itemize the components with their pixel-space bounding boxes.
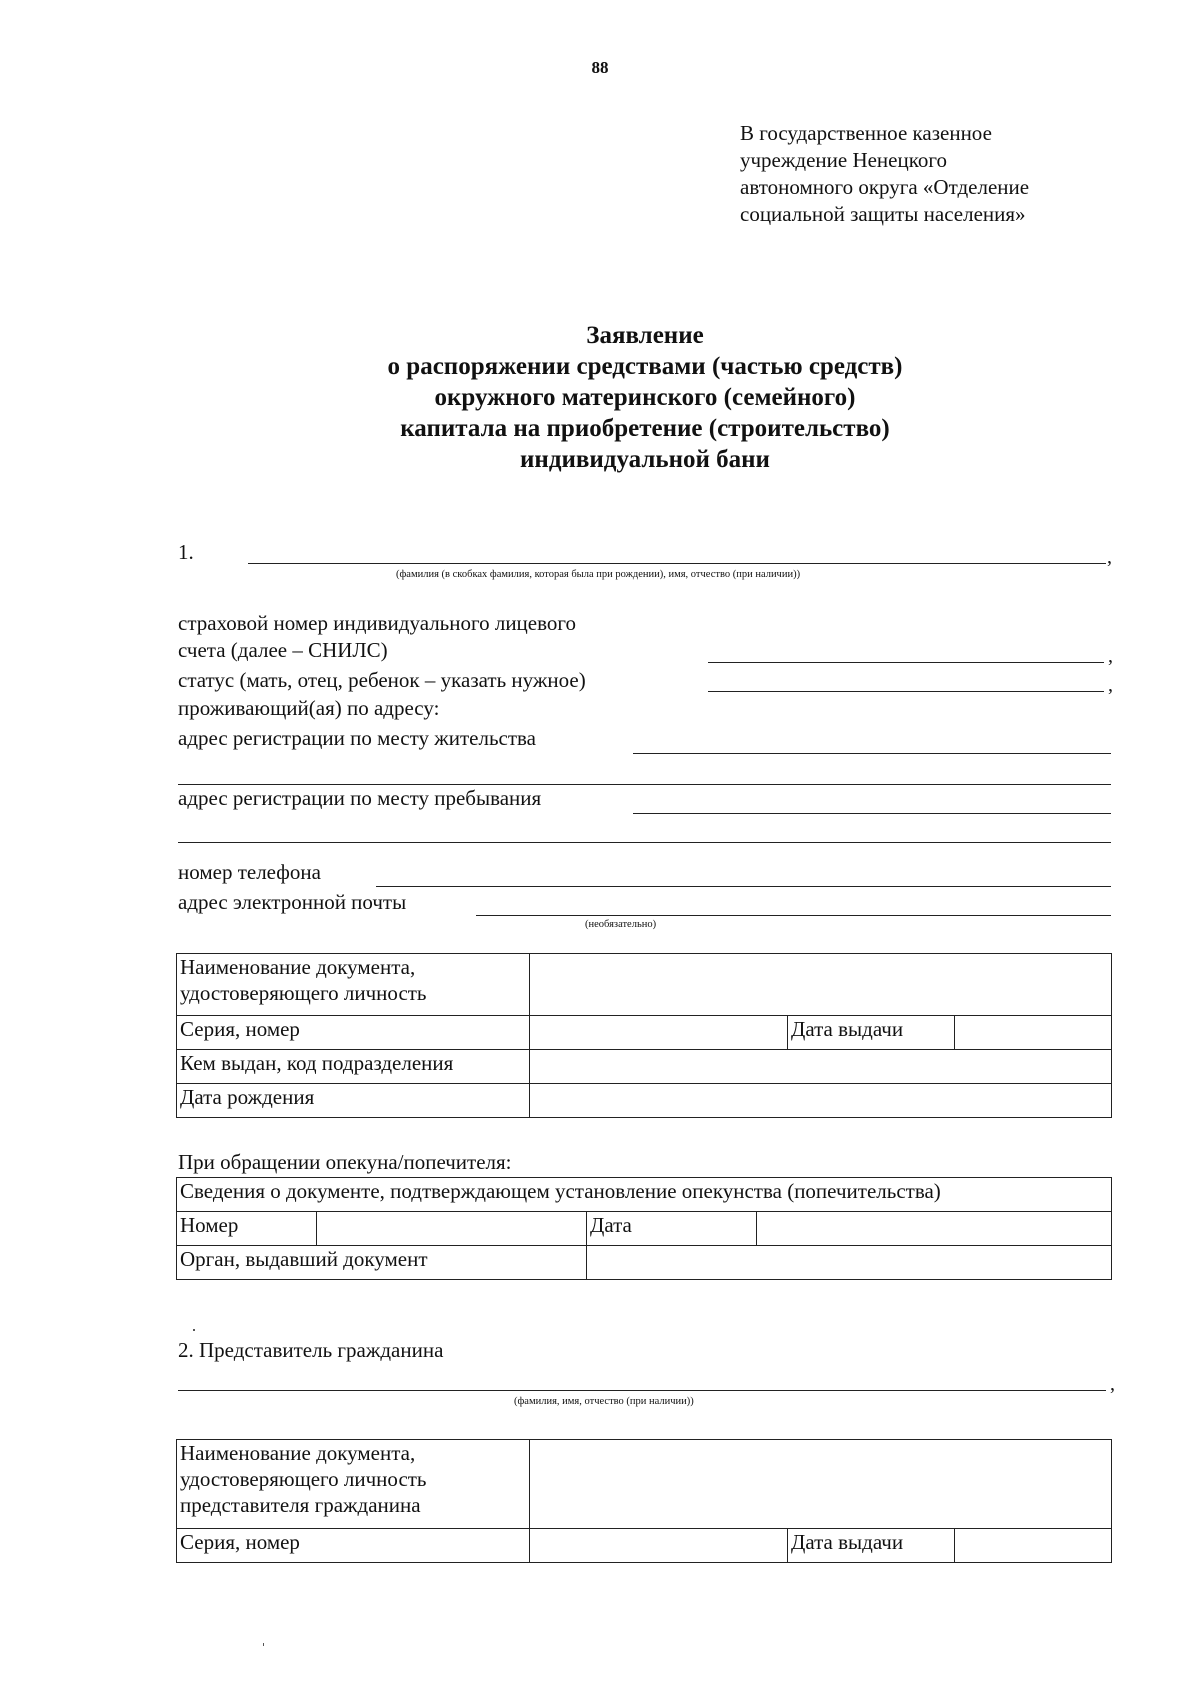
scan-speck bbox=[193, 1329, 195, 1331]
doc-name-field[interactable] bbox=[530, 954, 1112, 1016]
doc-name-label-line2: удостоверяющего личность bbox=[180, 981, 427, 1005]
guardian-date-field[interactable] bbox=[757, 1212, 1112, 1246]
full-name-caption: (фамилия (в скобках фамилия, которая была при рождении), имя, отчество (при наличии)) bbox=[396, 569, 801, 580]
rep-doc-name-label-line2: удостоверяющего личность bbox=[180, 1467, 427, 1491]
stay-address-field[interactable] bbox=[633, 813, 1111, 814]
comma: , bbox=[1107, 546, 1112, 568]
series-field[interactable] bbox=[530, 1016, 788, 1050]
residence-address-label: адрес регистрации по месту жительства bbox=[178, 726, 536, 750]
email-caption: (необязательно) bbox=[585, 919, 657, 930]
snils-field[interactable] bbox=[708, 662, 1104, 663]
addressee-block bbox=[740, 120, 1029, 228]
identity-document-table bbox=[176, 953, 1112, 1118]
residing-label: проживающий(ая) по адресу: bbox=[178, 696, 440, 720]
guardian-authority-field[interactable] bbox=[587, 1246, 1112, 1280]
guardian-date-label: Дата bbox=[587, 1212, 757, 1246]
representative-document-table bbox=[176, 1439, 1112, 1563]
residence-address-field[interactable] bbox=[633, 753, 1111, 754]
birth-date-label: Дата рождения bbox=[177, 1084, 530, 1118]
guardian-number-label: Номер bbox=[177, 1212, 317, 1246]
comma: , bbox=[1110, 1373, 1115, 1395]
rep-series-label: Серия, номер bbox=[177, 1529, 530, 1563]
rep-issue-date-label: Дата выдачи bbox=[788, 1529, 955, 1563]
snils-label-line1: страховой номер индивидуального лицевого bbox=[178, 611, 576, 635]
rep-series-field[interactable] bbox=[530, 1529, 788, 1563]
representative-heading: 2. Представитель гражданина bbox=[178, 1338, 444, 1362]
doc-name-label-line1: Наименование документа, bbox=[180, 955, 416, 979]
issue-date-field[interactable] bbox=[955, 1016, 1112, 1050]
scan-speck bbox=[263, 1643, 264, 1646]
addressee-line: автономного округа «Отделение bbox=[740, 175, 1030, 199]
guardian-authority-label: Орган, выдавший документ bbox=[177, 1246, 587, 1280]
series-label: Серия, номер bbox=[177, 1016, 530, 1050]
full-name-field[interactable] bbox=[248, 563, 1106, 564]
addressee-line: учреждение Ненецкого bbox=[740, 148, 947, 172]
birth-date-field[interactable] bbox=[530, 1084, 1112, 1118]
title-line: капитала на приобретение (строительство) bbox=[400, 415, 890, 442]
stay-address-label: адрес регистрации по месту пребывания bbox=[178, 786, 542, 810]
title-line: Заявление bbox=[586, 322, 704, 349]
issued-by-label: Кем выдан, код подразделения bbox=[177, 1050, 530, 1084]
representative-name-caption: (фамилия, имя, отчество (при наличии)) bbox=[514, 1396, 694, 1407]
rep-issue-date-field[interactable] bbox=[955, 1529, 1112, 1563]
comma: , bbox=[1108, 645, 1113, 667]
guardian-number-field[interactable] bbox=[317, 1212, 587, 1246]
stay-address-field-line2[interactable] bbox=[178, 842, 1111, 843]
representative-name-field[interactable] bbox=[178, 1390, 1106, 1391]
addressee-line: В государственное казенное bbox=[740, 121, 992, 145]
phone-field[interactable] bbox=[376, 886, 1111, 887]
title-line: индивидуальной бани bbox=[520, 446, 770, 473]
rep-doc-name-field[interactable] bbox=[530, 1440, 1112, 1529]
rep-doc-name-label-line3: представителя гражданина bbox=[180, 1493, 421, 1517]
snils-label-line2: счета (далее – СНИЛС) bbox=[178, 638, 388, 662]
section-1-number: 1. bbox=[178, 540, 194, 564]
phone-label: номер телефона bbox=[178, 860, 321, 884]
status-label: статус (мать, отец, ребенок – указать нужное) bbox=[178, 668, 586, 692]
rep-doc-name-label-line1: Наименование документа, bbox=[180, 1441, 416, 1465]
issued-by-field[interactable] bbox=[530, 1050, 1112, 1084]
rep-doc-name-label bbox=[177, 1440, 530, 1529]
residence-address-field-line2[interactable] bbox=[178, 784, 1111, 785]
guardian-heading: При обращении опекуна/попечителя: bbox=[178, 1150, 512, 1174]
email-label: адрес электронной почты bbox=[178, 890, 407, 914]
comma: , bbox=[1108, 674, 1113, 696]
guardian-doc-info-label: Сведения о документе, подтверждающем установление опекунства (попечительства) bbox=[177, 1178, 1112, 1212]
title-line: о распоряжении средствами (частью средств) bbox=[387, 353, 903, 380]
addressee-line: социальной защиты населения» bbox=[740, 202, 1026, 226]
title-line: окружного материнского (семейного) bbox=[434, 384, 856, 411]
page-number: 88 bbox=[591, 58, 609, 77]
email-field[interactable] bbox=[476, 915, 1111, 916]
guardian-table bbox=[176, 1177, 1112, 1280]
issue-date-label: Дата выдачи bbox=[788, 1016, 955, 1050]
document-title bbox=[0, 320, 1200, 475]
status-field[interactable] bbox=[708, 691, 1104, 692]
doc-name-label bbox=[177, 954, 530, 1016]
